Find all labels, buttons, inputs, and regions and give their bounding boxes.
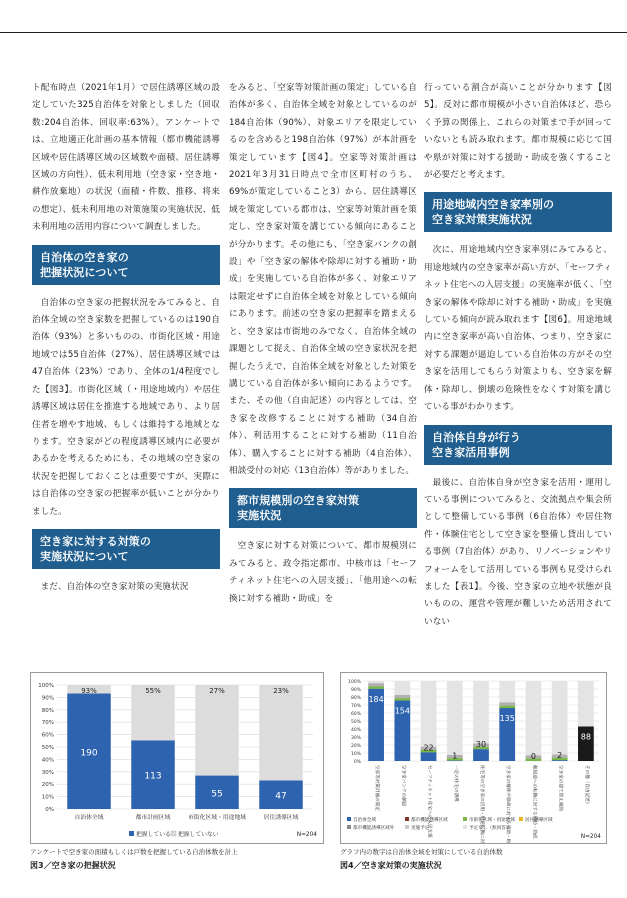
legend-swatch-aware xyxy=(129,831,134,836)
bar-green xyxy=(499,706,515,708)
bar-all-area xyxy=(473,749,489,761)
legend-label: 予定なし（無回答） xyxy=(469,826,511,831)
data-label-count: 113 xyxy=(144,771,162,782)
legend-label: 実施予定 xyxy=(411,826,430,831)
x-category-label: 空家等対策計画の策定 xyxy=(374,765,380,811)
legend-swatch xyxy=(347,817,351,821)
y-tick-label: 80% xyxy=(350,696,361,701)
x-category-label: 一定の住宅の誘導 xyxy=(452,765,458,802)
data-label-count: 22 xyxy=(423,743,434,753)
y-tick-label: 100% xyxy=(38,683,54,689)
y-tick-label: 90% xyxy=(41,695,54,702)
legend-label: 居住誘導区域 xyxy=(525,818,553,823)
y-tick-label: 30% xyxy=(350,736,361,741)
figure-4-svg xyxy=(341,673,606,843)
bar-green xyxy=(368,686,384,688)
legend-swatch xyxy=(347,825,351,829)
legend-label: 都市機能誘導区域外 xyxy=(353,826,395,831)
bar-background xyxy=(526,681,542,761)
bar-background xyxy=(447,681,463,761)
y-tick-label: 60% xyxy=(350,712,361,717)
data-label-pct: 93% xyxy=(81,687,97,695)
y-tick-label: 40% xyxy=(350,728,361,733)
y-tick-label: 20% xyxy=(41,782,54,789)
heading-akiya-haaku: 自治体の空き家の 把握状況について xyxy=(32,245,220,285)
legend-swatch xyxy=(463,817,467,821)
col3-paragraph-1: 行っている割合が高いことが分かります【図5】。反対に都市規模が小さい自治体ほど、恐らく予算の関係上、これらの対策まで手が回っていないとも読み取れます。都市規模に応じて国や県が対策に対する援助・助成を強くすることが必要だと考えます。 xyxy=(424,83,612,181)
legend-swatch xyxy=(405,817,409,821)
data-label-pct: 23% xyxy=(273,687,289,695)
y-tick-label: 30% xyxy=(41,769,54,776)
heading-taisaku-jisshi: 空き家に対する対策の 実施状況について xyxy=(32,529,220,569)
data-label-count: 1 xyxy=(452,751,458,761)
bar-all-area xyxy=(552,760,568,761)
col3-paragraph-2: 次に、用途地域内空き家率別にみてみると、用途地域内の空き家率が高い方が、「セーフティネット住宅への入居支援」の実施率が低く、「空き家の解体や除却に対する補助・助成」を実施している傾向が読み取れます【図6】。用途地域内に空き家率が高い自治体、つまり、空き家に対する課題が逼迫している自治体の方がその空き家を活用してもらう対策よりも、空き家を解体・除却し、倒壊の危険性をなくす対策を講じている事がわかります。 xyxy=(424,245,612,413)
sample-size-label: N=204 xyxy=(296,832,317,838)
column-1 xyxy=(32,80,220,596)
legend-label-aware: 把握している xyxy=(136,832,171,838)
y-tick-label: 0% xyxy=(45,807,54,813)
x-category-label: 住宅等の空き家の活用・用途転換に対する補助・助成 xyxy=(479,765,484,843)
y-tick-label: 60% xyxy=(41,732,54,739)
y-tick-label: 0% xyxy=(353,760,361,765)
legend-swatch xyxy=(519,817,523,821)
y-tick-label: 70% xyxy=(41,720,54,727)
data-label-count: 2 xyxy=(557,751,563,761)
data-label-count: 47 xyxy=(275,791,287,802)
data-label-pct: 55% xyxy=(145,687,161,695)
bar-unaware xyxy=(195,685,239,776)
x-category-label: 空き家バンクの創設 xyxy=(400,765,406,807)
y-tick-label: 50% xyxy=(350,720,361,725)
data-label-count: 88 xyxy=(580,732,591,742)
bar-other xyxy=(394,695,410,698)
bar-green xyxy=(394,698,410,700)
data-label-count: 190 xyxy=(80,748,98,759)
bar-unaware xyxy=(259,685,303,780)
data-label-count: 55 xyxy=(211,789,223,800)
figure-4-caption: 図4／空き家対策の実施状況 xyxy=(340,861,442,870)
heading-katsuyou-jirei: 自治体自身が行う 空き家活用事例 xyxy=(424,425,612,465)
x-category-label: 空き家の解体や除却に対する補助・助成 xyxy=(505,765,511,843)
y-tick-label: 20% xyxy=(350,744,361,749)
heading-toshi-kibo: 都市規模別の空き家対策 実施状況 xyxy=(229,488,417,528)
data-label-count: 184 xyxy=(368,694,384,704)
x-category-label: 自治体全域 xyxy=(74,815,104,821)
y-tick-label: 100% xyxy=(348,680,361,685)
bar-other xyxy=(368,683,384,686)
column-2 xyxy=(229,80,417,608)
data-label-pct: 27% xyxy=(209,687,225,695)
bar-all-area xyxy=(421,752,437,761)
top-rule xyxy=(0,32,627,33)
x-category-label: 居住誘導区域 xyxy=(263,815,299,821)
bar-background xyxy=(552,681,568,761)
figure-3-svg xyxy=(31,673,323,843)
legend-label-unaware: 把握していない xyxy=(178,832,219,838)
y-tick-label: 70% xyxy=(350,704,361,709)
sample-size-label: N=204 xyxy=(580,834,601,840)
legend-swatch-unaware xyxy=(171,831,176,836)
legend-swatch xyxy=(405,825,409,829)
x-category-label: その他（自由記述） xyxy=(583,765,589,807)
data-label-count: 135 xyxy=(499,714,515,724)
y-tick-label: 10% xyxy=(41,794,54,801)
col3-paragraph-3: 最後に、自治体自身が空き家を活用・運用している事例についてみると、交流拠点や集会所として整備している事例（6自治体）や居住物件・体験住宅として空き家を整備し貸出している事例（7自治体）があり、リノベーションやリフォームをして活用している事例も見受けられました【表1】。今後、空き家の立地や状態が良いものの、運営や管理が難しいため活用されていない xyxy=(424,477,612,627)
col1-paragraph-2: まだ、自治体の空き家対策の実施状況 xyxy=(40,581,189,592)
col1-paragraph-1: 自治体の空き家の把握状況をみてみると、自治体全域の空き家数を把握しているのは190自治体（93%）と多いものの、市街化区域・用途地域では55自治体（27%）、居住誘導区域では47自治体（23%）であり、全体の1/4程度でした【図3】。市街化区域（・用途地域内）や居住誘導区域は居住を推進する地域であり、より居住者を増やす地域、もしくは維持する地域となります。空き家がどの程度誘導区域内に必要があるかを考えるためにも、その地域の空き家の状況を把握しておくことは重要ですが、実際には自治体の空き家の把握率が低いことが分かりました。 xyxy=(32,297,220,517)
legend-swatch xyxy=(463,825,467,829)
x-category-label: セーフティネット住宅への入居支援 xyxy=(426,765,432,838)
legend-label: 都市機能誘導区域 xyxy=(411,818,448,823)
data-label-count: 30 xyxy=(475,740,487,750)
x-category-label: 都市計画区域 xyxy=(135,815,171,821)
y-tick-label: 40% xyxy=(41,757,54,764)
bar-other xyxy=(499,702,515,705)
y-tick-label: 90% xyxy=(350,688,361,693)
figure-3-note: アンケートで空き家の面積もしくは戸数を把握している自治体数を計上 xyxy=(30,848,238,856)
x-category-label: 空き家の建て替え補助 xyxy=(557,765,563,811)
data-label-count: 0 xyxy=(530,752,536,761)
data-label-count: 154 xyxy=(394,706,410,716)
y-tick-label: 50% xyxy=(41,745,54,751)
figure-4-chart xyxy=(340,672,607,844)
x-category-label: 市街化区域・用途地域 xyxy=(188,815,246,821)
legend-label: 市街化区域・用途地域 xyxy=(469,818,515,823)
y-tick-label: 80% xyxy=(41,707,54,714)
figure-4-note: グラフ内の数字は自治体全域を対策にしている自治体数 xyxy=(340,848,503,856)
col2-paragraph-1: をみると、「空家等対策計画の策定」している自治体が多く、自治体全域を対象としているのが184自治体（90%）、対象エリアを限定しているのを含めると198自治体（97%）が本計画を策定しています【図4】。空家等対策計画は2021年3月31日時点で全市区町村のうち、69%が策定していること3）から、居住誘導区域を策定している都市は、空家等対策計画を策定し、空き家対策を講じている傾向にあることが分かります。その他にも、「空き家バンクの創設」や「空き家の解体や除却に対する補助・助成」を実施している自治体が多く、対象エリアは限定せずに自治体全域を対象としている傾向にあります。前述の空き家の把握率を踏まえると、空き家は市街地のみでなく、自治体全域の課題として捉え、自治体全域の空き家状況を把握したうえで、自治体全域を対象とした対策を講じている自治体が多い傾向にあるようです。また、その他（自由記述）の内容としては、空き家を改修することに対する補助（34自治体）、利活用することに対する補助（11自治体）、購入することに対する補助（4自治体）、相談受付の対応（13自治体）等がありました。 xyxy=(229,83,417,476)
figure-3-chart xyxy=(30,672,324,844)
y-tick-label: 10% xyxy=(350,752,361,757)
x-category-label: 他用途への転換に対する補助・助成 xyxy=(531,765,537,839)
figure-3-caption: 図3／空き家の把握状況 xyxy=(30,861,116,870)
heading-youto-chiiki: 用途地域内空き家率別の 空き家対策実施状況 xyxy=(424,192,612,232)
legend-label: 自治体全域 xyxy=(353,818,376,823)
col2-paragraph-2: 空き家に対する対策について、都市規模別にみてみると、政令指定都市、中核市は「セーフティネット住宅への入居支援」、「他用途への転換に対する補助・助成」を xyxy=(229,541,417,604)
col1-intro: ト配布時点（2021年1月）で居住誘導区域の設定していた325自治体を対象としました（回収数:204自治体、回収率:63%）。アンケートでは、立地適正化計画の基本情報（都市機能誘導区域や居住誘導区域の区域数や面積、居住誘導区域の方向性）、低未利用地（空き家・空き地・耕作放棄地）の状況（面積・件数、推移、将来の想定）、低未利用地の対策施策の実施状況、低未利用地の活用内容について調査しました。 xyxy=(32,83,220,233)
column-3 xyxy=(424,80,612,631)
